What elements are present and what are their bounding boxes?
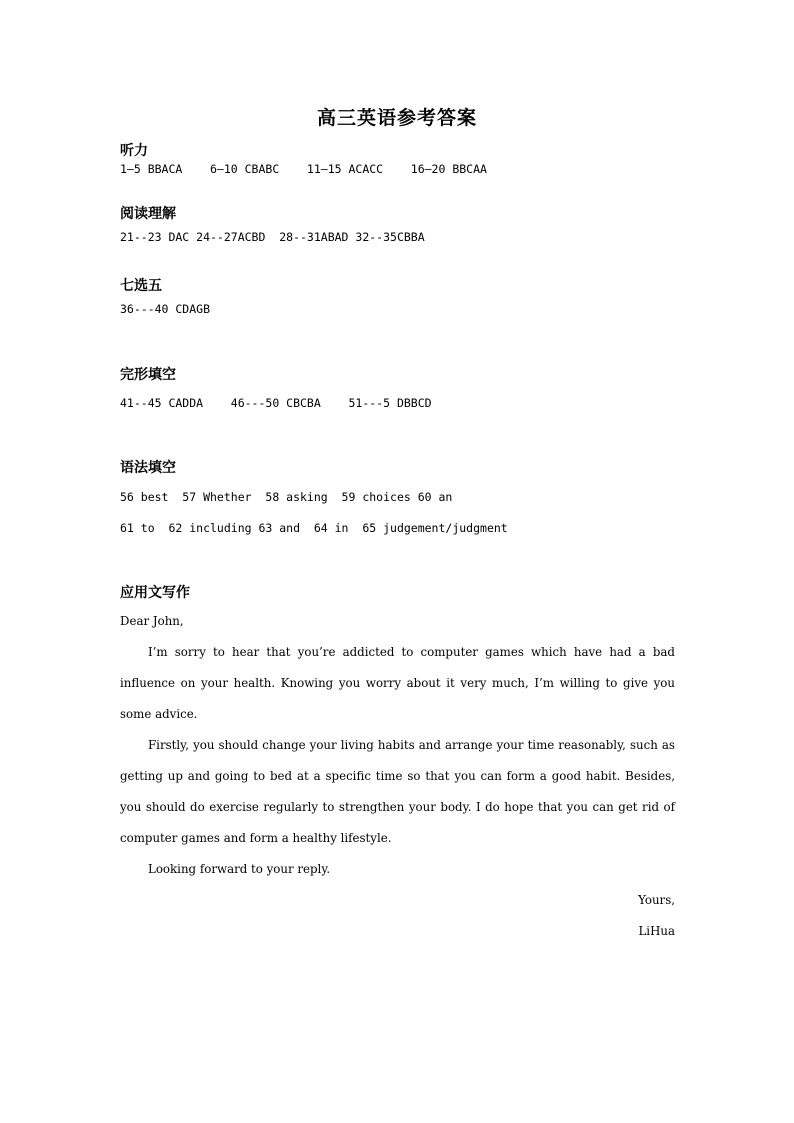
letter-closing: Yours,: [638, 893, 675, 907]
section-heading-cloze: 完形填空: [120, 367, 176, 383]
page-title: 高三英语参考答案: [316, 107, 477, 129]
seven-choose-five-answers: 36---40 CDAGB: [120, 302, 211, 316]
letter-greeting: Dear John,: [120, 614, 184, 628]
letter-paragraph-2: Firstly, you should change your living habits and arrange your time reasonably, such as getting up and going to bed at a specific time so that you can form a good habit. Besides, you should do exercise regularly to strengthen your body. I do hope that you can get rid of computer games and form a healthy lifestyle.: [120, 738, 675, 845]
listening-answers: 1—5 BBACA 6—10 CBABC 11—15 ACACC 16—20 BBCAA: [120, 162, 487, 176]
section-heading-grammar: 语法填空: [120, 460, 176, 476]
reading-answers: 21--23 DAC 24--27ACBD 28--31ABAD 32--35CBBA: [120, 230, 425, 244]
grammar-answers-line-1: 56 best 57 Whether 58 asking 59 choices 60 an: [120, 490, 453, 504]
letter-paragraph-1: I’m sorry to hear that you’re addicted to computer games which have had a bad influence on your health. Knowing you worry about it very much, I’m willing to give you some advice.: [120, 645, 675, 721]
section-heading-listening: 听力: [120, 143, 148, 159]
section-heading-seven-choose-five: 七选五: [120, 278, 162, 294]
letter-paragraph-3: Looking forward to your reply.: [148, 862, 331, 876]
grammar-answers-line-2: 61 to 62 including 63 and 64 in 65 judgement/judgment: [120, 521, 508, 535]
section-heading-writing: 应用文写作: [120, 585, 190, 601]
cloze-answers: 41--45 CADDA 46---50 CBCBA 51---5 DBBCD: [120, 396, 432, 410]
letter-signature: LiHua: [638, 924, 675, 938]
sample-letter: [120, 606, 675, 947]
section-heading-reading: 阅读理解: [120, 206, 176, 222]
